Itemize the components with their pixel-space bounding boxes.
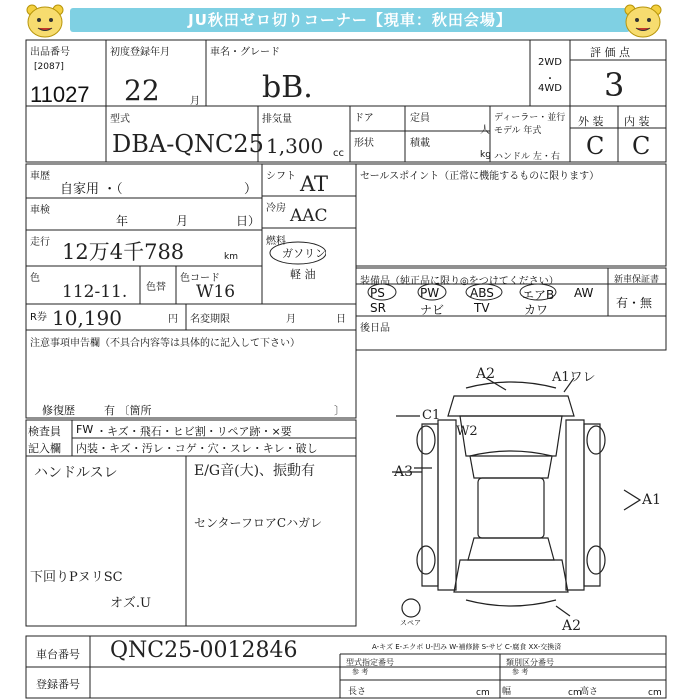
car-name-value: bB. [262, 70, 313, 105]
fw-label: FW [76, 423, 94, 436]
class-label: 類別区分番号 [506, 658, 554, 667]
repair-value: 有 〔箇所 [104, 404, 152, 417]
door-label: ドア [354, 113, 374, 124]
shaken-day-label: 日） [236, 214, 261, 228]
diagram-label-a2-top: A2 [476, 366, 496, 382]
diagram-label-a1-crack: A1ワレ [552, 370, 596, 385]
equip-tv: TV [474, 301, 490, 315]
color-code-label: 色コード [180, 273, 220, 284]
interior-value: C [632, 132, 651, 160]
recycle-value: 10,190 [52, 306, 122, 330]
equip-circle-marks [362, 282, 562, 302]
height-cm: cm [648, 688, 662, 698]
score-label: 評 価 点 [590, 46, 630, 59]
width-label: 幅 [502, 687, 512, 697]
left-note-2: 下回りPヌリSC [30, 570, 123, 585]
first-reg-value: 22 [124, 74, 160, 107]
equip-sr: SR [370, 301, 386, 315]
fuel-diesel: 軽 油 [290, 268, 316, 281]
diagram-label-a1-right: A1 [642, 492, 662, 508]
mileage-label: 走行 [30, 237, 50, 248]
car-name-label: 車名・グレード [210, 47, 280, 58]
history-close: ） [244, 182, 258, 197]
color-value: 112-11. [62, 282, 128, 302]
diagram-label-c1: C1 [422, 408, 441, 423]
nc-month-label: 月 [286, 314, 296, 325]
warranty-label: 新車保証書 [614, 275, 660, 285]
height-label: 高さ [580, 687, 599, 697]
color-change-label: 色替 [146, 282, 166, 293]
shaken-year-label: 年 [116, 214, 129, 228]
inspector-label: 検査員 [28, 425, 61, 438]
class-sub: 参 考 [512, 668, 529, 676]
displacement-label: 排気量 [262, 114, 292, 125]
fw-items: ・キズ・飛石・ヒビ割・リペア跡・×要 [96, 425, 292, 438]
sales-point-label: セールスポイント（正常に機能するものに限ります） [360, 171, 600, 182]
lot-label: 出品番号 [30, 47, 70, 58]
4wd-label: 4WD [538, 83, 562, 94]
ac-value: AAC [290, 206, 328, 226]
score-value: 3 [604, 66, 625, 104]
month-label: 月 [190, 96, 200, 107]
equip-ps: PS [370, 286, 385, 300]
damage-legend: A-キズ E-エクボ U-凹み W-補修跡 S-サビ C-腐食 XX-交換済 [372, 643, 562, 651]
exterior-value: C [586, 132, 605, 160]
left-note-1: ハンドルスレ [34, 465, 118, 481]
car-diagram [356, 360, 666, 630]
diagram-label-a2-bottom: A2 [562, 618, 582, 634]
wd-dot: ・ [545, 74, 555, 85]
capacity-label: 定員 [410, 113, 430, 124]
shift-label: シフト [266, 171, 296, 182]
history-value: 自家用 ・（ [60, 182, 123, 197]
load-label: 積載 [410, 138, 430, 149]
repair-label: 修復歴 [42, 404, 75, 417]
equip-abs: ABS [470, 286, 494, 300]
width-cm: cm [568, 688, 582, 698]
model-value: DBA-QNC25 [112, 130, 264, 158]
spare-label: スペア [400, 619, 421, 627]
recycle-label: R券 [30, 312, 47, 323]
nc-day-label: 日 [336, 314, 346, 325]
equip-aw: AW [574, 286, 594, 300]
first-reg-label: 初度登録年月 [110, 47, 170, 58]
handle-label: ハンドル 左・右 [494, 152, 560, 162]
load-unit: kg [480, 150, 491, 160]
length-label: 長さ [348, 687, 367, 697]
color-code-value: W16 [196, 282, 236, 302]
interior-label: 内 装 [624, 115, 650, 128]
warranty-value: 有・無 [616, 296, 653, 310]
diagram-label-w2: W2 [456, 424, 478, 439]
registration-label: 登録番号 [36, 678, 80, 691]
type-cert-sub: 参 考 [352, 668, 369, 676]
2wd-label: 2WD [538, 57, 562, 68]
model-label: 型式 [110, 114, 130, 125]
chassis-value: QNC25-0012846 [110, 638, 298, 663]
equip-navi: ナビ [420, 303, 445, 317]
shift-value: AT [300, 172, 329, 196]
chassis-label: 車台番号 [36, 648, 80, 661]
ac-label: 冷房 [266, 203, 286, 214]
capacity-unit: 人 [480, 125, 490, 136]
history-label: 車歴 [30, 171, 50, 182]
shape-label: 形状 [354, 138, 374, 149]
km-unit: km [224, 252, 238, 262]
fuel-label: 燃料 [266, 236, 286, 247]
model-year-label: モデル 年式 [494, 126, 542, 136]
equip-pw: PW [420, 286, 440, 300]
shaken-month-label: 月 [176, 214, 189, 228]
exterior-label: 外 装 [578, 115, 604, 128]
length-cm: cm [476, 688, 490, 698]
mileage-value: 12万4千788 [62, 240, 185, 264]
dealer-label: ディーラー・並行 [494, 113, 566, 123]
fuel-gas: ガソリン [282, 247, 326, 260]
lot-number: 11027 [30, 82, 90, 107]
equip-leather: カワ [524, 303, 549, 317]
shaken-label: 車検 [30, 205, 50, 216]
equipment-label: 装備品（純正品に限り◎をつけてください） [360, 276, 559, 287]
displacement-value: 1,300 [266, 134, 324, 158]
cc-unit: cc [333, 148, 344, 159]
right-note-1: E/G音(大)、振動有 [194, 463, 316, 479]
left-note-3: オズ.U [110, 596, 151, 611]
interior-check-label: 内装 [76, 442, 98, 455]
name-change-label: 名変期限 [190, 314, 230, 325]
diagram-label-a3: A3 [394, 464, 414, 480]
type-cert-label: 型式指定番号 [346, 658, 394, 667]
notice-label: 注意事項申告欄（不具合内容等は具体的に記入して下さい） [30, 338, 300, 349]
yen-label: 円 [168, 314, 178, 325]
interior-items: ・キズ・汚レ・コゲ・穴・スレ・キレ・破し [98, 442, 318, 455]
after-label: 後日品 [360, 323, 390, 334]
color-label: 色 [30, 273, 40, 284]
right-note-2: センターフロアCハガレ [194, 516, 323, 530]
lot-sub: [2087] [34, 62, 64, 72]
header-title: JU秋田ゼロ切りコーナー【現車：秋田会場】 [70, 8, 630, 32]
fill-label: 記入欄 [28, 442, 61, 455]
equip-airbag: エアB [522, 288, 555, 302]
repair-close: 〕 [334, 404, 345, 417]
